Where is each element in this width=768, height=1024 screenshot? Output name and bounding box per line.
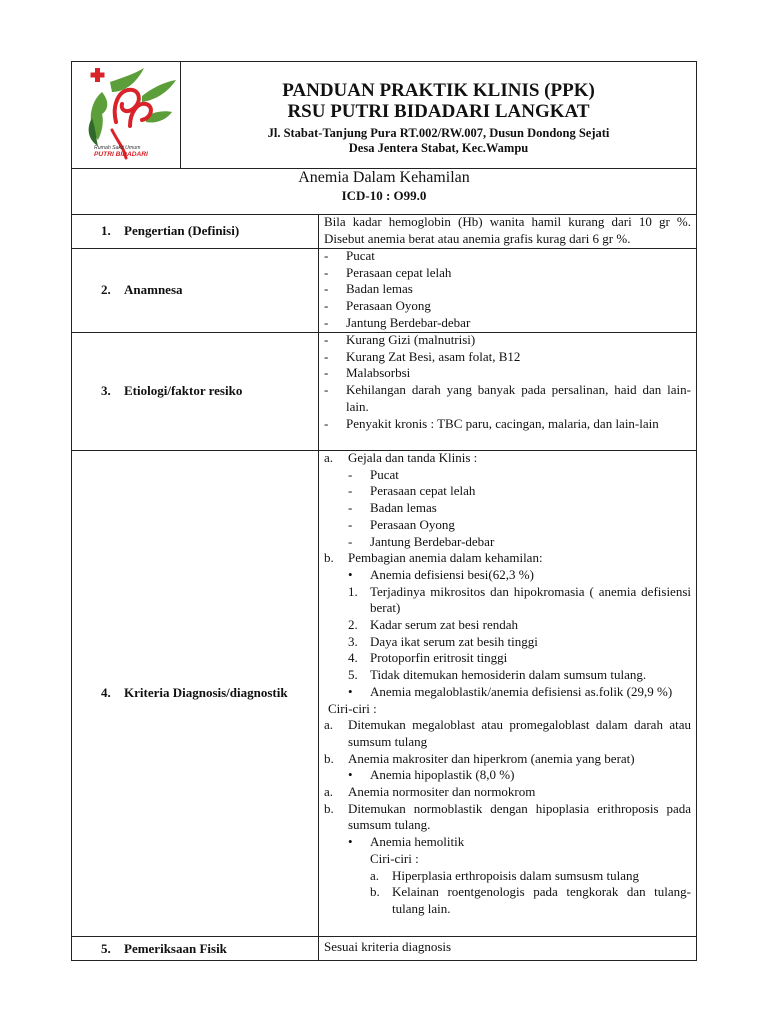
address-line-2: Desa Jentera Stabat, Kec.Wampu [348, 141, 529, 155]
icd-code: ICD-10 : O99.0 [341, 188, 427, 203]
list-item: - Perasaan Oyong [348, 516, 455, 532]
logo-text-line2: PUTRI BIDADARI [94, 151, 148, 158]
list-item: 4. Protoporfin eritrosit tinggi [348, 650, 508, 666]
section-label-3 [72, 332, 318, 450]
section-content-2 [324, 248, 691, 332]
list-item: b. Anemia makrositer dan hiperkrom (anemia yang berat) [324, 750, 635, 766]
list-item: • Anemia hipoplastik (8,0 %) [348, 767, 515, 783]
section-title: Etiologi/faktor resiko [124, 383, 243, 398]
document-title: Anemia Dalam Kehamilan [298, 169, 470, 186]
list-item: b. Kelainan roentgenologis pada tengkorak dan tulang-tulang lain. [370, 884, 691, 916]
list-item: 5. Tidak ditemukan hemosiderin dalam sumsum tulang. [348, 667, 647, 683]
section-title: Pengertian (Definisi) [124, 223, 240, 238]
list-item: - Badan lemas [324, 281, 413, 297]
header [181, 62, 696, 168]
list-item: - Jantung Berdebar-debar [348, 533, 495, 549]
section-content-4 [324, 450, 691, 918]
header-title-2: RSU PUTRI BIDADARI LANGKAT [287, 101, 590, 122]
section-title: Anamnesa [124, 282, 183, 297]
section-title: Pemeriksaan Fisik [124, 941, 227, 956]
ciri-heading: Ciri-ciri : [328, 700, 377, 716]
section-content-5: Sesuai kriteria diagnosis [324, 939, 452, 954]
list-item: • Anemia hemolitik [348, 834, 465, 850]
list-item: a. Hiperplasia erthropoisis dalam sumsusm tulang [370, 867, 639, 883]
list-item: - Pucat [348, 466, 399, 482]
list-item: - Kurang Zat Besi, asam folat, B12 [324, 348, 521, 364]
list-item: b. Pembagian anemia dalam kehamilan: [324, 550, 543, 566]
section-title: Kriteria Diagnosis/diagnostik [124, 685, 288, 700]
list-item: a. Gejala dan tanda Klinis : [324, 450, 478, 465]
hospital-logo [72, 62, 181, 168]
section-number: 1. [101, 223, 111, 238]
section-label-1 [72, 214, 318, 248]
list-item: - Perasaan cepat lelah [324, 264, 452, 280]
section-content-3 [324, 332, 691, 432]
list-item: - Penyakit kronis : TBC paru, cacingan, malaria, dan lain-lain [324, 415, 659, 431]
section-content-1: Bila kadar hemoglobin (Hb) wanita hamil kurang dari 10 gr %. Disebut anemia berat atau anemia grafis kurag dari 6 gr %. [324, 214, 691, 246]
list-item: - Kurang Gizi (malnutrisi) [324, 332, 476, 347]
list-item: 3. Daya ikat serum zat besih tinggi [348, 633, 538, 649]
ciri-heading: Ciri-ciri : [370, 850, 419, 866]
document-title-block [72, 168, 696, 214]
section-number: 3. [101, 383, 111, 398]
logo-cell [72, 62, 181, 168]
section-label-2 [72, 248, 318, 332]
section-label-4 [72, 450, 318, 936]
column-divider [318, 214, 319, 960]
list-item: - Kehilangan darah yang banyak pada persalinan, haid dan lain-lain. [324, 382, 691, 414]
list-item: • Anemia defisiensi besi(62,3 %) [348, 566, 534, 582]
list-item: 1. Terjadinya mikrositos dan hipokromasia ( anemia defisiensi berat) [348, 583, 691, 616]
list-item: - Perasaan Oyong [324, 298, 431, 314]
section-label-5 [72, 936, 318, 962]
list-item: - Pucat [324, 248, 375, 263]
list-item: • Anemia megaloblastik/anemia defisiensi as.folik (29,9 %) [348, 683, 673, 699]
section-number: 4. [101, 685, 111, 700]
list-item: - Malabsorbsi [324, 365, 411, 381]
logo-text-line1: Rumah Sakit Umum [94, 145, 141, 151]
list-item: a. Anemia normositer dan normokrom [324, 784, 536, 800]
ppk-document-frame [71, 61, 697, 961]
section-number: 2. [101, 282, 111, 297]
list-item: 2. Kadar serum zat besi rendah [348, 617, 518, 633]
section-number: 5. [101, 941, 111, 956]
list-item: - Badan lemas [348, 500, 437, 516]
list-item: - Jantung Berdebar-debar [324, 314, 471, 330]
address-line-1: Jl. Stabat-Tanjung Pura RT.002/RW.007, Dusun Dondong Sejati [267, 126, 610, 140]
header-title-1: PANDUAN PRAKTIK KLINIS (PPK) [282, 80, 595, 101]
list-item: b. Ditemukan normoblastik dengan hipoplasia erithroposis pada sumsum tulang. [324, 800, 691, 833]
list-item: a. Ditemukan megaloblast atau promegaloblast dalam darah atau sumsum tulang [324, 717, 691, 749]
list-item: - Perasaan cepat lelah [348, 483, 476, 499]
